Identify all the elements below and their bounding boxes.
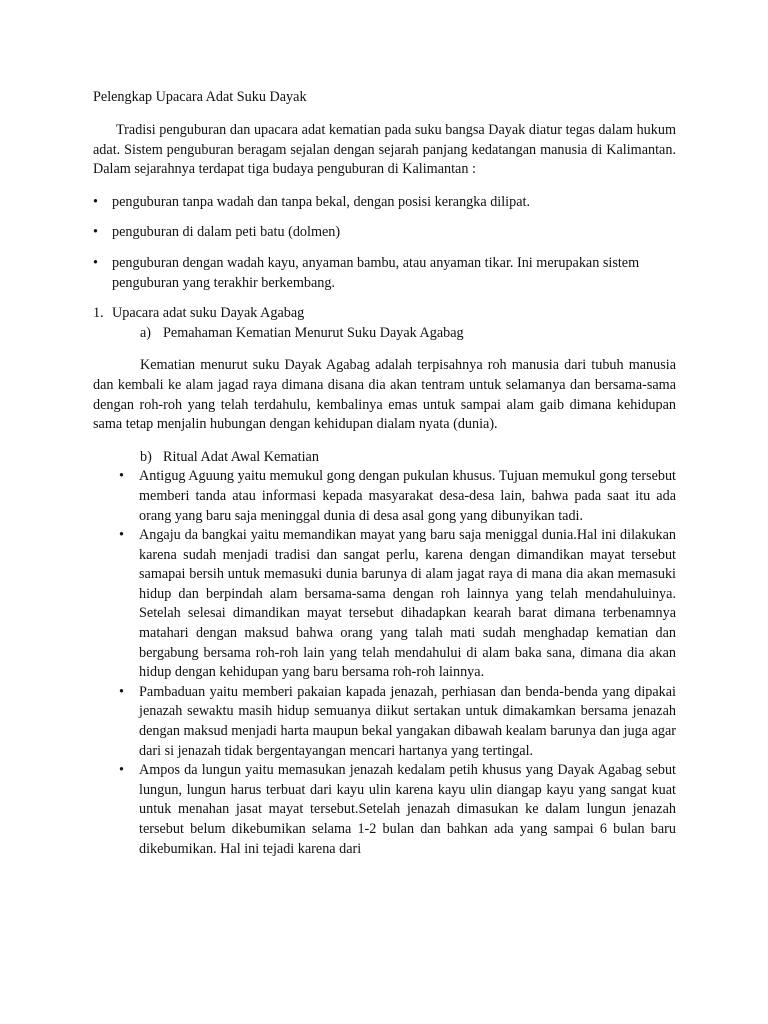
subsection-label: a) — [140, 324, 152, 341]
list-item: • Angaju da bangkai yaitu memandikan mayat yang baru saja meniggal dunia.Hal ini dilakukan karena sudah menjadi tradisi dan sangat perlu, karena dengan dimandikan mayat tersebut samapai bersih untuk memasuki dunia barunya di alam jagat raya di mana dia akan memasuki hidup dan berpindah alam bersama-sama dengan roh lainnya yang telah mendahuluinya. Setelah selesai dimandikan mayat tersebut dihadapkan kearah barat dimana terbenamnya matahari dengan maksud bahwa orang yang talah mati sudah menghadap kematian dan bergabung bersama roh-roh lain yang telah mendahului di alam baka sana, dimana dia akan hidup dengan kehidupan yang baru bersama roh-roh lainnya. — [93, 526, 676, 683]
death-understanding-paragraph: Kematian menurut suku Dayak Agabag adalah terpisahnya roh manusia dari tubuh manusia dan kembali ke alam jagad raya dimana disana dia akan tentram untuk selamanya dan bersama-sama dengan roh-roh yang telah terdahulu, kembalinya emas untuk sampai alam gaib dimana kehidupan sama tetap menjalin hubungan dengan kehidupan dialam nyata (dunia). — [93, 357, 676, 433]
section-number: 1. — [93, 305, 104, 322]
list-item: • penguburan tanpa wadah dan tanpa bekal, dengan posisi kerangka dilipat. — [93, 193, 676, 213]
list-item: • Ampos da lungun yaitu memasukan jenazah kedalam petih khusus yang Dayak Agabag sebut lungun, lungun harus terbuat dari kayu ulin karena kayu ulin diangap kayu yang sangat kuat untuk menahan jasat mayat tersebut.Setelah jenazah dimasukan ke dalam lungun jenazah tersebut belum dikebumikan selama 1-2 bulan dan bahkan ada yang sampai 6 bulan baru dikebumikan. Hal ini tejadi karena dari — [93, 761, 676, 859]
document-title: Pelengkap Upacara Adat Suku Dayak — [93, 89, 307, 105]
list-item: • penguburan di dalam peti batu (dolmen) — [93, 223, 676, 243]
subsection-b-heading — [93, 448, 676, 468]
subsection-a-heading — [93, 324, 676, 344]
subsection-label: b) — [140, 448, 152, 465]
section-heading-text: Upacara adat suku Dayak Agabag — [112, 305, 305, 322]
list-item: • Antigug Aguung yaitu memukul gong dengan pukulan khusus. Tujuan memukul gong tersebut memberi tanda atau informasi kepada masyarakat desa-desa lain, bahwa pada saat itu ada orang yang baru saja meninggal dunia di desa asal gong yang dibunyikan tadi. — [93, 467, 676, 526]
burial-types-list — [93, 193, 676, 293]
list-item: • Pambaduan yaitu memberi pakaian kapada jenazah, perhiasan dan benda-benda yang dipakai jenazah sewaktu masih hidup semuanya diikut sertakan untuk dimakamkan bersama jenazah dengan maksud menjadi harta maupun bekal yangakan dibawah kealam barunya dan juga agar dari si jenazah tidak bergentayangan mencari hartanya yang tertingal. — [93, 683, 676, 761]
list-item: • penguburan dengan wadah kayu, anyaman bambu, atau anyaman tikar. Ini merupakan sistem penguburan yang terakhir berkembang. — [93, 254, 676, 293]
subsection-heading-text: Ritual Adat Awal Kematian — [163, 448, 319, 465]
section-1-heading — [93, 304, 676, 324]
intro-paragraph: Tradisi penguburan dan upacara adat kematian pada suku bangsa Dayak diatur tegas dalam hukum adat. Sistem penguburan beragam sejalan dengan sejarah panjang kedatangan manusia di Kalimantan. Dalam sejarahnya terdapat tiga budaya penguburan di Kalimantan : — [93, 122, 676, 178]
ritual-list — [93, 467, 676, 859]
subsection-heading-text: Pemahaman Kematian Menurut Suku Dayak Agabag — [163, 324, 464, 341]
